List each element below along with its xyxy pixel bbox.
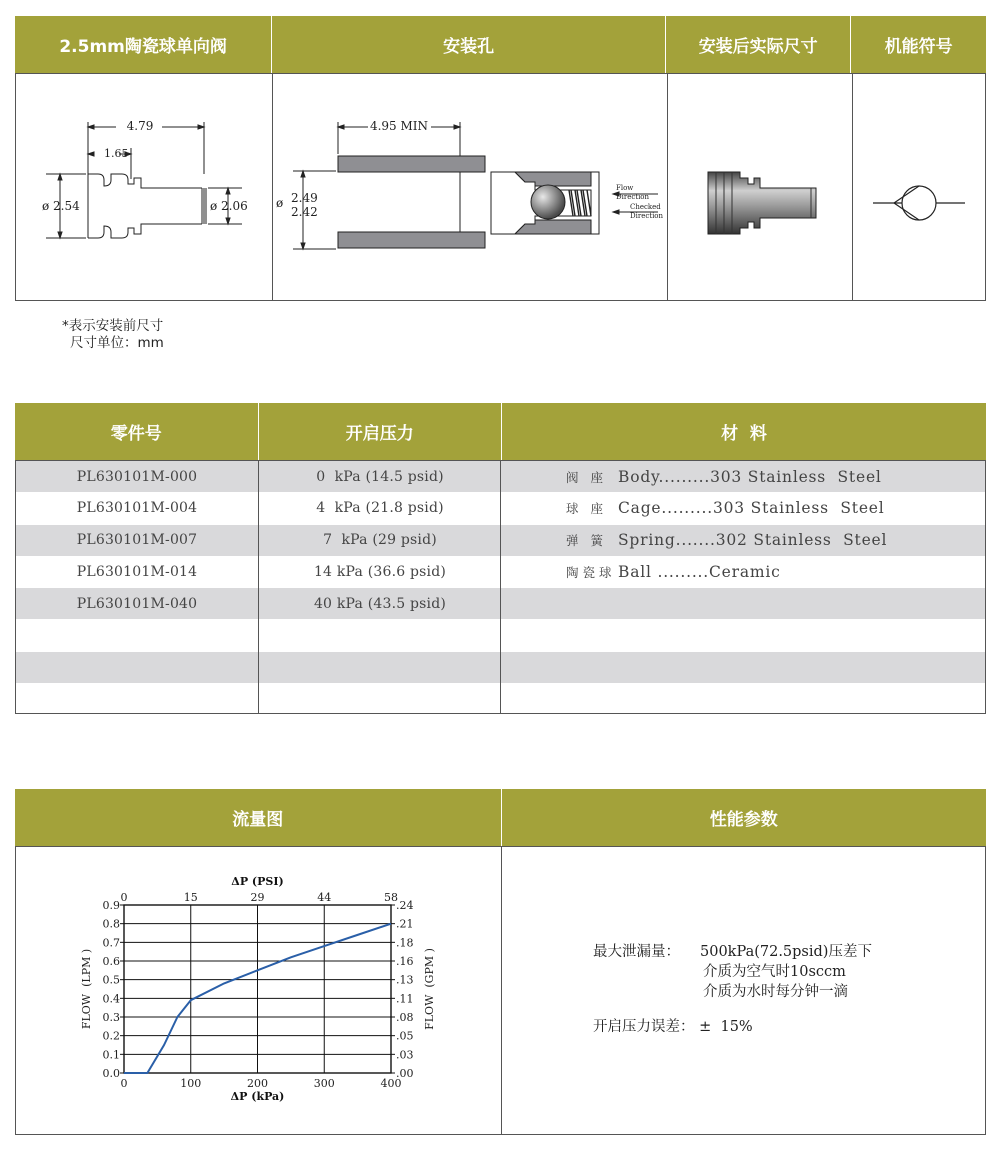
y-right-tick-label: .18 — [396, 936, 414, 950]
y-tick-label: 0.1 — [102, 1048, 120, 1062]
y-right-tick-label: .16 — [396, 955, 414, 968]
material-part-name: 球 座 — [566, 501, 607, 517]
y-right-tick-label: .13 — [396, 973, 414, 987]
y-tick-label: 0.2 — [102, 1029, 120, 1043]
header-material: 材 料 — [502, 403, 986, 460]
dim-length: 4.79 — [126, 119, 154, 133]
part-number-cell — [16, 652, 258, 683]
ceramic-ball-icon — [531, 185, 565, 219]
header-part-number: 零件号 — [15, 403, 259, 460]
x-tick-label: 100 — [180, 1077, 202, 1090]
y-right-tick-label: .00 — [396, 1067, 414, 1080]
leak-water: 介质为水时每分钟一滴 — [703, 984, 848, 1000]
pressure-cell: 14 kPa (36.6 psid) — [313, 563, 447, 580]
x-top-tick-label: 29 — [250, 891, 265, 904]
header-install-hole: 安装孔 — [272, 16, 666, 73]
material-spec: Spring.......302 Stainless Steel — [618, 531, 888, 549]
install-hole-drawing — [273, 74, 667, 300]
y-right-tick-label: .08 — [396, 1011, 414, 1024]
x-top-tick-label: 58 — [384, 891, 398, 904]
leak-air: 介质为空气时10sccm — [703, 964, 846, 980]
column-divider — [500, 461, 501, 713]
pressure-cell — [259, 620, 501, 651]
top-table — [15, 16, 986, 301]
material-spec: Body.........303 Stainless Steel — [618, 467, 882, 486]
part-number-cell — [16, 620, 258, 651]
y-tick-label: 0.4 — [102, 992, 120, 1006]
dim-groove: 1.65 — [104, 147, 129, 160]
y-right-tick-label: .11 — [396, 992, 414, 1006]
dim-dia-left: ø 2.54 — [42, 199, 80, 213]
pressure-cell: 0 kPa (14.5 psid) — [316, 468, 444, 485]
dim-hole-min: 2.42 — [291, 205, 318, 219]
y-tick-label: 0.7 — [102, 936, 120, 950]
pressure-cell — [259, 652, 501, 683]
x-top-tick-label: 15 — [183, 891, 198, 904]
part-number-cell: PL630101M-000 — [76, 468, 198, 485]
part-number-cell: PL630101M-004 — [76, 500, 198, 517]
note-unit: 尺寸单位：mm — [70, 335, 164, 351]
material-cell — [566, 461, 882, 492]
top-table-body — [15, 73, 986, 301]
dim-hole-max: 2.49 — [291, 191, 318, 205]
flow-chart — [76, 862, 456, 1122]
x-axis-label: ΔP (kPa) — [230, 1090, 285, 1103]
flow-label-1: Flow — [616, 184, 634, 192]
y-tick-label: 0.9 — [102, 899, 120, 912]
material-spec: Cage.........303 Stainless Steel — [618, 499, 885, 518]
header-performance: 性能参数 — [502, 789, 987, 846]
y-right-tick-label: .03 — [396, 1048, 414, 1062]
y-axis-label-right: FLOW (GPM ) — [423, 948, 436, 1030]
bottom-table — [15, 789, 986, 1135]
part-number-cell: PL630101M-014 — [76, 563, 198, 580]
part-number-cell — [16, 683, 258, 714]
header-installed-size: 安装后实际尺寸 — [666, 16, 851, 73]
y-tick-label: 0.5 — [102, 973, 120, 987]
material-cell — [566, 556, 781, 587]
y-right-tick-label: .21 — [396, 917, 414, 931]
x-top-tick-label: 44 — [317, 891, 332, 904]
valve-dimension-drawing — [16, 74, 272, 300]
check-valve-symbol-icon — [853, 74, 987, 300]
part-number-cell: PL630101M-040 — [76, 595, 198, 612]
header-cracking-pressure: 开启压力 — [259, 403, 503, 460]
y-tick-label: 0.6 — [102, 955, 120, 968]
flow-label-2: Direction — [616, 193, 650, 201]
material-part-name: 陶瓷球 — [566, 564, 616, 580]
bottom-table-body — [15, 846, 986, 1135]
leak-value: 500kPa(72.5psid)压差下 — [700, 944, 872, 960]
y-tick-label: 0.3 — [102, 1011, 120, 1024]
material-spec: Ball .........Ceramic — [618, 562, 781, 581]
material-cell — [566, 525, 887, 556]
material-part-name: 弹 簧 — [566, 533, 607, 548]
x-tick-label: 0 — [120, 1077, 128, 1090]
pressure-tolerance: 开启压力误差： ± 15% — [593, 1019, 753, 1035]
parts-table-body — [15, 460, 986, 714]
column-divider — [258, 461, 259, 713]
note-before-install: *表示安装前尺寸 — [62, 318, 164, 334]
y-tick-label: 0.0 — [102, 1067, 120, 1080]
x-tick-label: 200 — [247, 1077, 268, 1090]
header-flow-chart: 流量图 — [15, 789, 502, 846]
header-symbol: 机能符号 — [851, 16, 986, 73]
installed-size-drawing — [668, 74, 852, 300]
material-part-name: 阀 座 — [566, 469, 607, 485]
dim-hole-dia: ø — [276, 196, 284, 210]
material-cell — [566, 493, 885, 524]
pressure-cell: 40 kPa (43.5 psid) — [313, 595, 447, 612]
part-number-cell: PL630101M-007 — [76, 532, 198, 548]
parts-table — [15, 403, 986, 714]
y-right-tick-label: .05 — [396, 1029, 414, 1043]
checked-label-1: Checked — [630, 203, 661, 211]
y-right-tick-label: .24 — [396, 899, 414, 912]
x-tick-label: 300 — [313, 1077, 335, 1090]
x-tick-label: 400 — [380, 1077, 402, 1090]
top-table-header — [15, 16, 986, 73]
chart-top-axis-title: ΔP (PSI) — [231, 875, 284, 888]
x-top-tick-label: 0 — [120, 891, 128, 904]
leak-label: 最大泄漏量： — [593, 944, 680, 960]
y-tick-label: 0.8 — [102, 917, 120, 931]
y-axis-label-left: FLOW (LPM ) — [80, 948, 93, 1030]
header-valve: 2.5mm陶瓷球单向阀 — [15, 16, 272, 73]
pressure-cell: 7 kPa (29 psid) — [323, 532, 437, 548]
checked-label-2: Direction — [630, 212, 664, 220]
pressure-cell — [259, 683, 501, 714]
pressure-cell: 4 kPa (21.8 psid) — [316, 500, 444, 517]
dim-dia-right: ø 2.06 — [210, 199, 248, 213]
dim-hole-length: 4.95 MIN — [369, 119, 429, 133]
